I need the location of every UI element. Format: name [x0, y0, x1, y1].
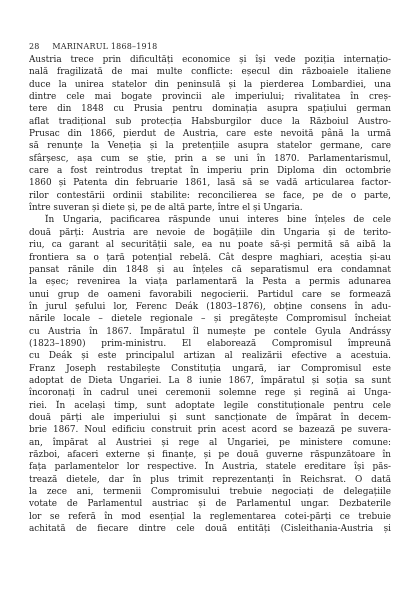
text-line: dintre cele mai bogate provincii ale imperiului; rivalitatea în creș- [29, 92, 391, 103]
text-line: să renunțe la Veneția și la pretențiile asupra statelor germane, care [29, 141, 391, 152]
text-line: la zece ani, termenii Compromisului trebuie negociați de delegațiile [29, 487, 391, 498]
text-line: pansat rănile din 1848 și au înțeles că separatismul era condamnat [29, 264, 391, 275]
text-line: nală fragilizată de mai multe conflicte: eșecul din războaiele italiene [29, 67, 391, 78]
text-line: Franz Joseph restabilește Constituția ungară, iar Compromisul este [29, 363, 391, 374]
text-line: rilor contestării ordinii stabilite: reconcilierea se face, pe de o parte, [29, 190, 391, 201]
text-line: riu, ca garant al securității sale, ea nu poate să-și permită să aibă la [29, 240, 391, 251]
text-line: cu Austria în 1867. Împăratul îl numește pe contele Gyula Andrássy [29, 326, 391, 337]
text-line: riei. În același timp, sunt adoptate legile constituționale pentru cele [29, 400, 391, 411]
text-line: tere din 1848 cu Prusia pentru dominația asupra spațiului german [29, 104, 391, 115]
text-line: Austria trece prin dificultăți economice și își vede poziția internațio- [29, 55, 391, 65]
text-line: duce la unirea statelor din peninsulă și la pierderea Lombardiei, una [29, 79, 391, 90]
text-line: care a fost reintrodus treptat în imperiu prin Diploma din octombrie [29, 166, 391, 177]
text-line: încoronați în cadrul unei ceremonii solemne rege și regină ai Unga- [29, 388, 391, 399]
text-line: fața parlamentelor lor respective. În Austria, statele ereditare își păs- [29, 462, 391, 473]
running-title: MARINARUL 1868–1918 [52, 42, 158, 51]
text-line: la eșec; revenirea la viața parlamentară la Pesta a permis adunarea [29, 277, 391, 288]
running-header [29, 42, 157, 51]
text-line: adoptat de Dieta Ungariei. La 8 iunie 1867, împăratul și soția sa sunt [29, 375, 391, 386]
text-line: achitată de fiecare dintre cele două entități (Cisleithania-Austria și [29, 524, 391, 535]
text-line: an, împărat al Austriei și rege al Ungariei, pe ministere comune: [29, 437, 391, 448]
text-line: în jurul șefului lor, Ferenc Deák (1803–1876), obține consens în adu- [29, 301, 391, 312]
text-line: aflat tradițional sub protecția Habsburgilor duce la Războiul Austro- [29, 116, 391, 127]
text-line: sfârșesc, așa cum se știe, prin a se uni în 1870. Parlamentarismul, [29, 153, 391, 164]
text-line: două părți: Austria are nevoie de bogățiile din Ungaria și de terito- [29, 227, 391, 238]
text-line: votate de Parlamentul austriac și de Parlamentul ungar. Dezbaterile [29, 499, 391, 510]
text-line: două părți ale imperiului și sunt sancționate de împărat în decem- [29, 412, 391, 423]
text-line: lor se referă în mod esențial la reglementarea cotei-părți ce trebuie [29, 511, 391, 522]
text-line: nările locale – dietele regionale – și pregătește Compromisul încheiat [29, 314, 391, 325]
text-line: (1823–1890) prim-ministru. El elaborează Compromisul împreună [29, 338, 391, 349]
text-line: război, afaceri externe și finanțe, și pe două guverne răspunzătoare în [29, 450, 391, 460]
text-line: 1860 și Patenta din februarie 1861, lasă să se vadă articularea factor- [29, 178, 391, 189]
text-line: între suveran și diete și, pe de altă parte, între el și Ungaria. [29, 203, 303, 214]
body-text [29, 54, 391, 535]
text-line: cu Deák și este principalul artizan al realizării efective a acestuia. [29, 351, 391, 362]
text-line: brie 1867. Noul edificiu construit prin acest acord se bazează pe suvera- [29, 425, 391, 436]
text-line: Prusac din 1866, pierdut de Austria, care este nevoită până la urmă [29, 129, 391, 140]
text-line: În Ungaria, pacificarea răspunde unui interes bine înțeles de cele [45, 215, 391, 226]
text-line: frontiera sa o țară potențial rebelă. Cât despre maghiari, aceștia și-au [29, 252, 391, 263]
text-line: trează dietele, dar în plus trimit reprezentanți în Reichsrat. O dată [29, 474, 391, 485]
page-number: 28 [29, 42, 40, 51]
text-line: unui grup de oameni favorabili negocierii. Partidul care se formează [29, 289, 391, 300]
